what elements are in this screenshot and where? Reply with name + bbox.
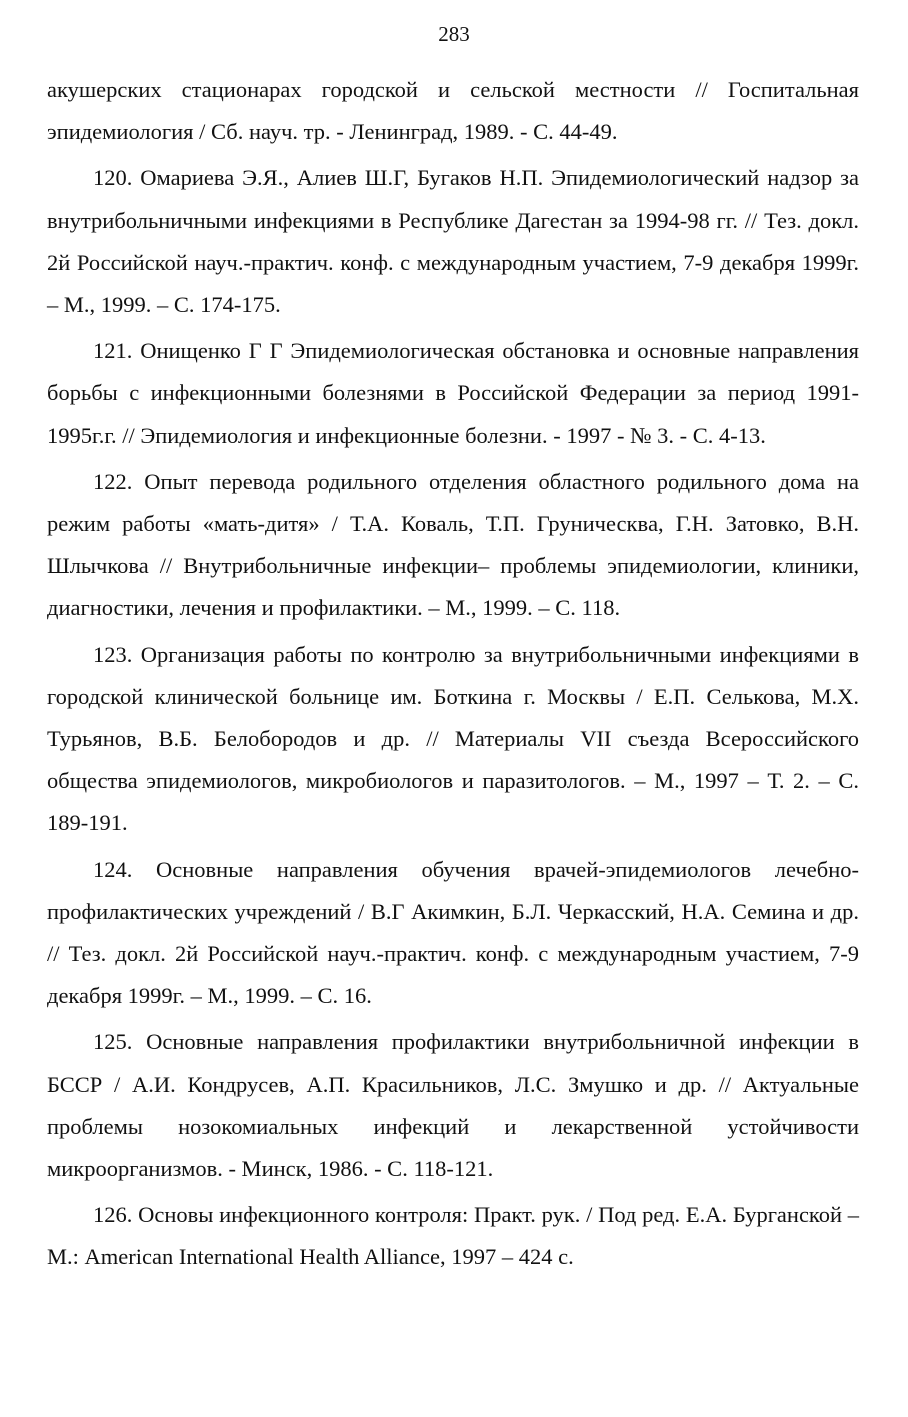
reference-item-126: 126. Основы инфекционного контроля: Практ. рук. / Под ред. Е.А. Бурганской – М.: American International Health Alliance, 1997 – 424 с. bbox=[47, 1202, 859, 1270]
reference-list bbox=[47, 69, 859, 1279]
reference-item-121: 121. Онищенко Г Г Эпидемиологическая обстановка и основные направления борьбы с инфекционными болезнями в Российской Федерации за период 1991-1995г.г. // Эпидемиология и инфекционные болезни. - 1997 - № 3. - С. 4-13. bbox=[47, 338, 859, 448]
reference-item-120: 120. Омариева Э.Я., Алиев Ш.Г, Бугаков Н.П. Эпидемиологический надзор за внутрибольничными инфекциями в Республике Дагестан за 1994-98 гг. // Тез. докл. 2й Российской науч.-практич. конф. с международным участием, 7-9 декабря 1999г. – М., 1999. – С. 174-175. bbox=[47, 165, 859, 318]
page-number: 283 bbox=[438, 22, 470, 46]
reference-item-125: 125. Основные направления профилактики внутрибольничной инфекции в БССР / А.И. Кондрусев, А.П. Красильников, Л.С. Змушко и др. // Актуальные проблемы нозокомиальных инфекций и лекарственной устойчивости микроорганизмов. - Минск, 1986. - С. 118-121. bbox=[47, 1029, 859, 1182]
reference-item-122: 122. Опыт перевода родильного отделения областного родильного дома на режим работы «мать-дитя» / Т.А. Коваль, Т.П. Груническвa, Г.Н. Затовко, В.Н. Шлычкова // Внутрибольничные инфекции– проблемы эпидемиологии, клиники, диагностики, лечения и профилактики. – М., 1999. – С. 118. bbox=[47, 468, 859, 621]
reference-item-124: 124. Основные направления обучения врачей-эпидемиологов лечебно-профилактических учреждений / В.Г Акимкин, Б.Л. Черкасский, Н.А. Семина и др. // Тез. докл. 2й Российской науч.-практич. конф. с международным участием, 7-9 декабря 1999г. – М., 1999. – С. 16. bbox=[47, 856, 859, 1009]
reference-continuation: акушерских стационарах городской и сельской местности // Госпитальная эпидемиология / Сб. науч. тр. - Ленинград, 1989. - С. 44-49. bbox=[47, 77, 859, 145]
reference-item-123: 123. Организация работы по контролю за внутрибольничными инфекциями в городской клинической больнице им. Боткина г. Москвы / Е.П. Селькова, М.Х. Турьянов, В.Б. Белобородов и др. // Материалы VII съезда Всероссийского общества эпидемиологов, микробиологов и паразитологов. – М., 1997 – Т. 2. – С. 189-191. bbox=[47, 641, 859, 836]
